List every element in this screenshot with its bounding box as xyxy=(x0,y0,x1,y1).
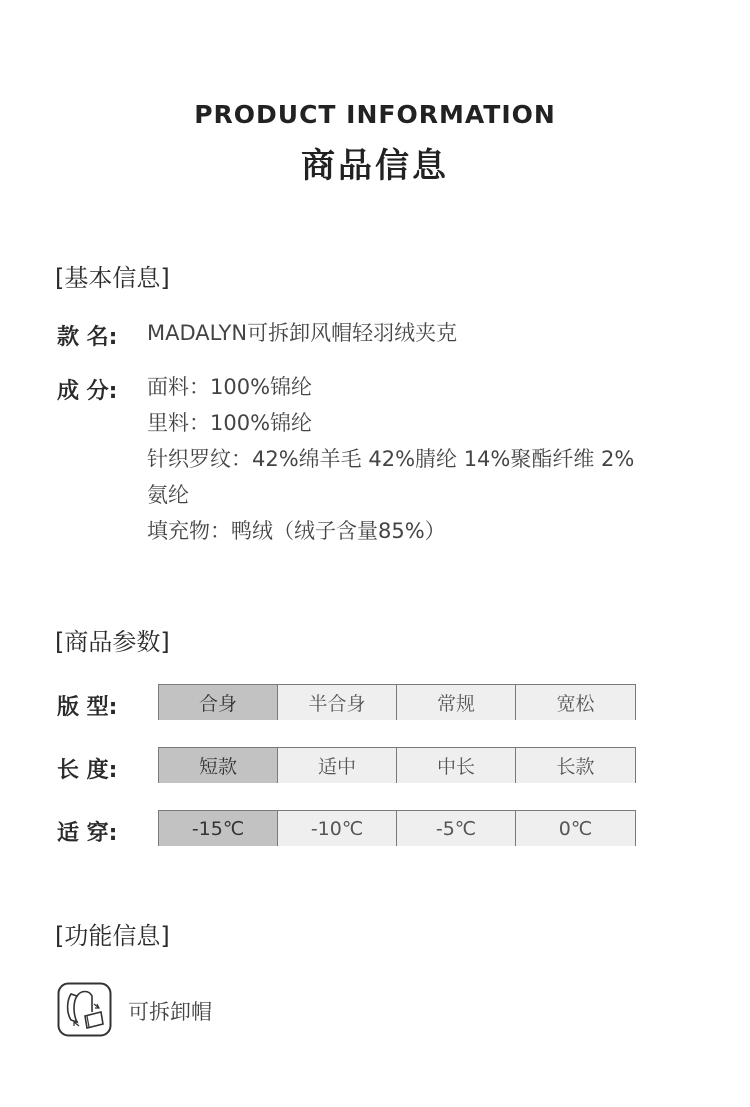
fit-option: 常规 xyxy=(397,685,516,720)
temperature-options xyxy=(158,810,636,846)
name-label: 款 名: xyxy=(57,325,118,350)
header-title-zh: 商品信息 xyxy=(301,146,449,186)
composition-line: 针织罗纹：42%绵羊毛 42%腈纶 14%聚酯纤维 2% xyxy=(147,447,635,471)
length-option: 长款 xyxy=(516,748,635,783)
header-title-en: PRODUCT INFORMATION xyxy=(194,100,556,129)
temperature-label: 适 穿: xyxy=(57,821,118,846)
composition-line: 里料：100%锦纶 xyxy=(147,411,313,435)
temperature-option: 0℃ xyxy=(516,811,635,846)
composition-label: 成 分: xyxy=(57,379,118,404)
fit-option: 半合身 xyxy=(278,685,397,720)
length-option: 适中 xyxy=(278,748,397,783)
temperature-option: -5℃ xyxy=(397,811,516,846)
composition-line: 氨纶 xyxy=(147,483,189,507)
basic-info-section-title: [基本信息] xyxy=(55,264,170,292)
feature-label-detachable-hood: 可拆卸帽 xyxy=(128,1000,212,1024)
composition-list xyxy=(147,369,634,549)
features-section-title: [功能信息] xyxy=(55,922,170,950)
fit-options xyxy=(158,684,636,720)
temperature-option: -15℃ xyxy=(159,811,278,846)
temperature-option: -10℃ xyxy=(278,811,397,846)
length-option: 中长 xyxy=(397,748,516,783)
fit-option: 宽松 xyxy=(516,685,635,720)
length-label: 长 度: xyxy=(57,758,118,783)
name-value: MADALYN可拆卸风帽轻羽绒夹克 xyxy=(147,321,458,345)
composition-line: 填充物：鸭绒（绒子含量85%） xyxy=(147,519,446,543)
fit-label: 版 型: xyxy=(57,695,118,720)
composition-line: 面料：100%锦纶 xyxy=(147,375,313,399)
detachable-hood-icon xyxy=(57,982,112,1037)
length-options xyxy=(158,747,636,783)
length-option: 短款 xyxy=(159,748,278,783)
params-section-title: [商品参数] xyxy=(55,628,170,656)
fit-option: 合身 xyxy=(159,685,278,720)
